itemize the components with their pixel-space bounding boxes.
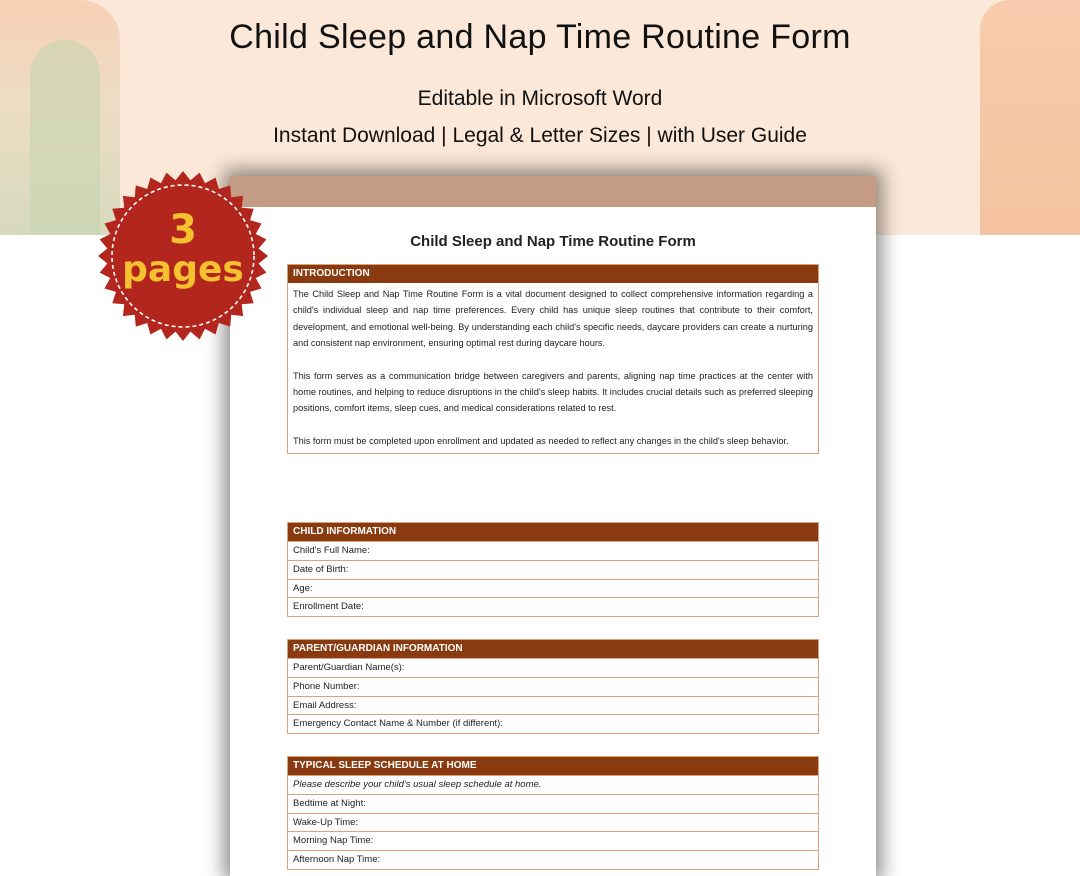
form-field-emergency-contact[interactable]: Emergency Contact Name & Number (if different): — [288, 714, 818, 733]
page-title: Child Sleep and Nap Time Routine Form — [229, 18, 851, 56]
form-field-age[interactable]: Age: — [288, 579, 818, 598]
form-field-date-of-birth[interactable]: Date of Birth: — [288, 560, 818, 579]
form-field-child-name[interactable]: Child's Full Name: — [288, 541, 818, 560]
section-sleep-schedule — [287, 756, 819, 870]
introduction-paragraph: This form serves as a communication bridge between caregivers and parents, aligning nap time practices at the center with home routines, and helping to reduce disruptions in the child's sleep habits. It includes crucial details such as preferred sleeping positions, comfort items, sleep cues, and medical considerations related to rest. — [293, 370, 813, 414]
form-field-phone-number[interactable]: Phone Number: — [288, 677, 818, 696]
section-heading: INTRODUCTION — [288, 265, 818, 283]
document-preview — [230, 176, 876, 876]
introduction-body — [288, 283, 818, 453]
badge-pages-label: pages — [122, 249, 244, 290]
document-top-bar — [230, 176, 876, 207]
form-field-morning-nap[interactable]: Morning Nap Time: — [288, 831, 818, 850]
section-heading: PARENT/GUARDIAN INFORMATION — [288, 640, 818, 658]
section-instruction: Please describe your child's usual sleep schedule at home. — [288, 775, 818, 794]
section-heading: TYPICAL SLEEP SCHEDULE AT HOME — [288, 757, 818, 775]
form-field-afternoon-nap[interactable]: Afternoon Nap Time: — [288, 850, 818, 869]
form-field-enrollment-date[interactable]: Enrollment Date: — [288, 597, 818, 616]
document-title: Child Sleep and Nap Time Routine Form — [410, 233, 696, 250]
form-field-email-address[interactable]: Email Address: — [288, 696, 818, 715]
subtitle-editable: Editable in Microsoft Word — [417, 87, 663, 110]
section-heading: CHILD INFORMATION — [288, 523, 818, 541]
badge-page-count: 3 — [169, 207, 197, 253]
section-child-information — [287, 522, 819, 617]
form-field-guardian-name[interactable]: Parent/Guardian Name(s): — [288, 658, 818, 677]
introduction-paragraph: The Child Sleep and Nap Time Routine Form is a vital document designed to collect comprehensive information regarding a child's individual sleep and nap time preferences. Every child has unique sleep routines that contribute to their comfort, development, and emotional well-being. By understanding each child's specific needs, daycare providers can create a nurturing and consistent nap environment, ensuring optimal rest during daycare hours. — [293, 289, 813, 349]
introduction-paragraph: This form must be completed upon enrollment and updated as needed to reflect any changes in the child's sleep behavior. — [293, 435, 789, 446]
section-introduction — [287, 264, 819, 454]
form-field-bedtime[interactable]: Bedtime at Night: — [288, 794, 818, 813]
subtitle-features: Instant Download | Legal & Letter Sizes | with User Guide — [273, 124, 807, 147]
section-guardian-information — [287, 639, 819, 734]
form-field-wake-up-time[interactable]: Wake-Up Time: — [288, 813, 818, 832]
